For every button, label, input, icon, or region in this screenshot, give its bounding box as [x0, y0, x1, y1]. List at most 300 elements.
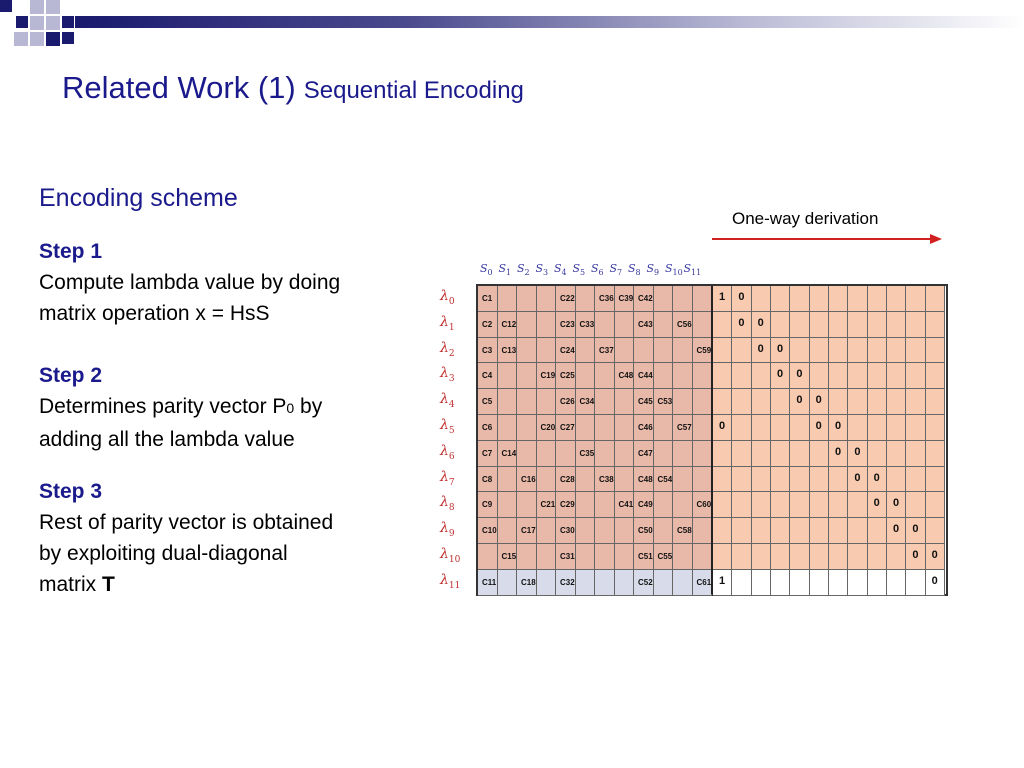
t-cell [906, 467, 925, 493]
t-cell [906, 492, 925, 518]
t-cell [752, 389, 771, 415]
t-cell [926, 312, 945, 338]
t-cell [790, 441, 809, 467]
t-cell [790, 312, 809, 338]
s-column-labels [476, 262, 716, 284]
h-cell [517, 441, 537, 467]
t-cell [713, 492, 732, 518]
h-cell [654, 441, 674, 467]
h-cell [654, 363, 674, 389]
h-cell: C35 [576, 441, 596, 467]
lambda-label: $\lambda_2$ [440, 339, 455, 359]
h-cell: C15 [498, 544, 518, 570]
h-cell: C20 [537, 415, 557, 441]
h-cell [693, 415, 713, 441]
s-label: $S_2$ [517, 262, 530, 278]
t-cell [906, 441, 925, 467]
t-cell [829, 467, 848, 493]
h-cell [693, 389, 713, 415]
s-label: $S_6$ [591, 262, 604, 278]
h-cell [576, 544, 596, 570]
h-cell: C11 [478, 570, 498, 596]
t-cell [771, 441, 790, 467]
h-cell: C33 [576, 312, 596, 338]
t-cell: 0 [868, 492, 887, 518]
h-cell [693, 544, 713, 570]
t-cell [790, 492, 809, 518]
h-cell [595, 492, 615, 518]
t-cell [713, 441, 732, 467]
t-cell [732, 363, 751, 389]
t-cell [752, 467, 771, 493]
h-cell: C46 [634, 415, 654, 441]
t-cell [887, 544, 906, 570]
t-cell [810, 570, 829, 596]
h-cell [576, 415, 596, 441]
h-cell: C9 [478, 492, 498, 518]
lambda-label: $\lambda_{11}$ [440, 571, 461, 591]
h-cell [556, 441, 576, 467]
t-cell [790, 518, 809, 544]
h-cell: C51 [634, 544, 654, 570]
t-cell [926, 467, 945, 493]
h-cell [673, 286, 693, 312]
h-cell [634, 338, 654, 364]
t-cell: 0 [926, 570, 945, 596]
step-1-heading: Step 1 [39, 240, 103, 263]
t-cell: 0 [752, 338, 771, 364]
t-cell [790, 544, 809, 570]
title-main: Related Work (1) [62, 70, 296, 105]
t-cell [790, 286, 809, 312]
t-cell [810, 544, 829, 570]
t-cell [810, 363, 829, 389]
t-cell [713, 363, 732, 389]
t-cell [732, 570, 751, 596]
h-cell [595, 312, 615, 338]
h-cell [517, 389, 537, 415]
step-1-line-2: matrix operation x = HsS [39, 302, 270, 325]
t-cell: 0 [887, 492, 906, 518]
s-label: $S_5$ [572, 262, 586, 278]
h-cell: C55 [654, 544, 674, 570]
s-label: $S_7$ [609, 262, 623, 278]
t-cell [887, 415, 906, 441]
h-cell [615, 389, 635, 415]
h-cell [498, 389, 518, 415]
h-cell [537, 518, 557, 544]
t-cell [868, 286, 887, 312]
t-cell [868, 363, 887, 389]
t-cell: 0 [906, 518, 925, 544]
t-cell: 0 [732, 312, 751, 338]
h-cell [576, 338, 596, 364]
h-cell: C61 [693, 570, 713, 596]
t-cell [887, 363, 906, 389]
h-cell: C24 [556, 338, 576, 364]
h-cell [595, 415, 615, 441]
t-cell [752, 570, 771, 596]
t-cell [906, 286, 925, 312]
h-cell [517, 312, 537, 338]
h-cell [595, 389, 615, 415]
h-cell [615, 467, 635, 493]
lambda-label: $\lambda_{10}$ [440, 546, 461, 565]
h-cell: C36 [595, 286, 615, 312]
s-label: $S_0$ [480, 262, 493, 278]
t-cell [771, 312, 790, 338]
t-cell [926, 492, 945, 518]
h-cell [576, 467, 596, 493]
t-cell [713, 338, 732, 364]
h-cell [498, 467, 518, 493]
h-cell [693, 467, 713, 493]
t-cell [868, 415, 887, 441]
h-cell: C41 [615, 492, 635, 518]
h-cell [576, 570, 596, 596]
s-label: $S_3$ [535, 262, 549, 278]
t-cell [752, 518, 771, 544]
t-cell: 0 [771, 363, 790, 389]
h-cell: C49 [634, 492, 654, 518]
h-cell [576, 518, 596, 544]
t-cell: 0 [868, 467, 887, 493]
step-2-line-1: Determines parity vector P0 by [39, 395, 323, 418]
t-cell [752, 415, 771, 441]
t-cell [829, 492, 848, 518]
h-cell: C38 [595, 467, 615, 493]
h-cell [537, 312, 557, 338]
h-cell: C39 [615, 286, 635, 312]
t-cell: 0 [810, 415, 829, 441]
h-cell: C56 [673, 312, 693, 338]
h-cell: C43 [634, 312, 654, 338]
h-cell [673, 467, 693, 493]
t-cell [732, 389, 751, 415]
h-cell [673, 544, 693, 570]
h-cell: C6 [478, 415, 498, 441]
h-cell [615, 570, 635, 596]
t-cell [713, 544, 732, 570]
step-3 [39, 476, 419, 600]
t-cell: 0 [829, 415, 848, 441]
lambda-label: $\lambda_6$ [440, 442, 455, 462]
h-cell [693, 363, 713, 389]
t-cell [848, 286, 867, 312]
t-cell [829, 518, 848, 544]
t-cell [848, 492, 867, 518]
s-label: $S_{11}$ [683, 262, 702, 278]
h-cell [595, 363, 615, 389]
t-cell [713, 518, 732, 544]
s-label: $S_{10}$ [665, 262, 683, 278]
h-cell: C5 [478, 389, 498, 415]
step-2-line-2: adding all the lambda value [39, 428, 295, 451]
t-cell [790, 415, 809, 441]
t-cell: 0 [810, 389, 829, 415]
t-cell [926, 286, 945, 312]
t-cell [713, 389, 732, 415]
t-cell [771, 415, 790, 441]
t-cell [887, 441, 906, 467]
h-cell [615, 544, 635, 570]
t-cell [906, 389, 925, 415]
lambda-label: $\lambda_3$ [440, 365, 455, 385]
t-cell [771, 570, 790, 596]
lambda-label: $\lambda_1$ [440, 313, 455, 333]
h-cell: C58 [673, 518, 693, 544]
t-cell [713, 312, 732, 338]
t-cell [926, 363, 945, 389]
step-2 [39, 360, 419, 455]
h-cell: C32 [556, 570, 576, 596]
h-cell: C28 [556, 467, 576, 493]
parity-check-matrix [436, 262, 956, 602]
t-cell [868, 338, 887, 364]
h-cell [615, 338, 635, 364]
t-cell [868, 441, 887, 467]
t-cell [868, 312, 887, 338]
h-cell [673, 389, 693, 415]
t-cell [810, 467, 829, 493]
h-cell: C50 [634, 518, 654, 544]
h-cell: C26 [556, 389, 576, 415]
lambda-label: $\lambda_8$ [440, 494, 455, 514]
t-cell: 0 [906, 544, 925, 570]
h-cell: C12 [498, 312, 518, 338]
h-cell: C2 [478, 312, 498, 338]
step-1-line-1: Compute lambda value by doing [39, 271, 341, 294]
h-cell: C8 [478, 467, 498, 493]
h-cell: C27 [556, 415, 576, 441]
h-cell [478, 544, 498, 570]
h-cell: C42 [634, 286, 654, 312]
t-cell [906, 338, 925, 364]
step-3-line-3: matrix T [39, 573, 115, 596]
t-cell [887, 312, 906, 338]
t-cell [926, 338, 945, 364]
lambda-label: $\lambda_9$ [440, 520, 455, 539]
h-cell [615, 518, 635, 544]
t-cell [752, 492, 771, 518]
t-cell [906, 570, 925, 596]
t-cell [848, 389, 867, 415]
t-cell [926, 415, 945, 441]
t-cell [810, 518, 829, 544]
h-cell [576, 286, 596, 312]
t-cell [771, 286, 790, 312]
h-cell [673, 363, 693, 389]
t-cell [771, 467, 790, 493]
t-cell [732, 467, 751, 493]
h-cell: C14 [498, 441, 518, 467]
h-cell: C52 [634, 570, 654, 596]
h-cell: C19 [537, 363, 557, 389]
t-cell [771, 518, 790, 544]
h-cell [693, 441, 713, 467]
t-cell [829, 389, 848, 415]
h-cell: C48 [615, 363, 635, 389]
h-cell [673, 570, 693, 596]
t-cell: 0 [848, 441, 867, 467]
h-cell [498, 492, 518, 518]
h-cell: C3 [478, 338, 498, 364]
title-decoration [0, 0, 1024, 62]
t-cell: 1 [713, 570, 732, 596]
h-cell [673, 338, 693, 364]
h-cell: C4 [478, 363, 498, 389]
t-cell [868, 544, 887, 570]
t-cell [829, 363, 848, 389]
t-cell [732, 415, 751, 441]
h-cell [517, 544, 537, 570]
t-cell [732, 338, 751, 364]
h-cell [517, 415, 537, 441]
t-cell [810, 441, 829, 467]
slide-title [62, 70, 524, 106]
h-cell [654, 312, 674, 338]
h-cell [576, 363, 596, 389]
t-cell: 0 [713, 415, 732, 441]
h-cell: C45 [634, 389, 654, 415]
t-cell [810, 312, 829, 338]
derivation-label: One-way derivation [732, 209, 879, 228]
h-cell: C23 [556, 312, 576, 338]
t-cell [829, 286, 848, 312]
t-cell [868, 389, 887, 415]
h-cell: C16 [517, 467, 537, 493]
h-cell: C25 [556, 363, 576, 389]
step-3-heading: Step 3 [39, 480, 103, 503]
t-cell [771, 544, 790, 570]
t-cell [829, 338, 848, 364]
t-cell [868, 570, 887, 596]
h-cell [595, 570, 615, 596]
matrix-grid [476, 284, 948, 596]
t-cell [887, 467, 906, 493]
t-cell: 0 [790, 363, 809, 389]
t-cell [887, 389, 906, 415]
t-cell: 0 [848, 467, 867, 493]
step-2-heading: Step 2 [39, 364, 103, 387]
h-cell: C37 [595, 338, 615, 364]
t-cell [848, 363, 867, 389]
h-cell: C18 [517, 570, 537, 596]
h-cell [615, 415, 635, 441]
lambda-label: $\lambda_4$ [440, 391, 455, 410]
h-cell [517, 286, 537, 312]
t-cell [771, 389, 790, 415]
lambda-label: $\lambda_5$ [440, 417, 455, 436]
step-3-line-1: Rest of parity vector is obtained [39, 511, 334, 534]
s-label: $S_1$ [498, 262, 512, 278]
h-cell: C7 [478, 441, 498, 467]
t-cell [906, 363, 925, 389]
section-heading: Encoding scheme [39, 184, 238, 212]
h-cell [537, 467, 557, 493]
h-cell [517, 363, 537, 389]
h-cell: C53 [654, 389, 674, 415]
h-cell: C13 [498, 338, 518, 364]
t-cell: 1 [713, 286, 732, 312]
t-cell [810, 286, 829, 312]
h-cell: C17 [517, 518, 537, 544]
t-cell [732, 544, 751, 570]
t-cell [752, 441, 771, 467]
t-cell [810, 492, 829, 518]
h-cell [517, 338, 537, 364]
h-cell [654, 492, 674, 518]
h-cell: C44 [634, 363, 654, 389]
t-cell [771, 492, 790, 518]
t-cell [810, 338, 829, 364]
t-cell [713, 467, 732, 493]
h-cell [537, 441, 557, 467]
t-cell [887, 286, 906, 312]
t-cell [732, 518, 751, 544]
h-cell: C48 [634, 467, 654, 493]
h-cell: C54 [654, 467, 674, 493]
t-cell [790, 570, 809, 596]
t-cell [790, 467, 809, 493]
t-cell [848, 415, 867, 441]
t-cell [752, 286, 771, 312]
t-cell: 0 [790, 389, 809, 415]
t-cell [926, 441, 945, 467]
h-cell [654, 286, 674, 312]
h-cell [693, 312, 713, 338]
lambda-label: $\lambda_7$ [440, 468, 455, 488]
h-cell: C31 [556, 544, 576, 570]
h-cell: C29 [556, 492, 576, 518]
t-cell [887, 338, 906, 364]
t-cell [887, 570, 906, 596]
h-cell: C60 [693, 492, 713, 518]
h-cell [576, 492, 596, 518]
t-cell [829, 570, 848, 596]
t-cell [868, 518, 887, 544]
t-cell [829, 312, 848, 338]
h-cell [693, 518, 713, 544]
s-label: $S_9$ [646, 262, 660, 278]
h-cell: C30 [556, 518, 576, 544]
t-cell [848, 518, 867, 544]
h-cell [595, 518, 615, 544]
t-cell: 0 [926, 544, 945, 570]
h-cell: C59 [693, 338, 713, 364]
t-cell [848, 312, 867, 338]
h-cell: C21 [537, 492, 557, 518]
h-cell [537, 286, 557, 312]
t-cell: 0 [887, 518, 906, 544]
t-cell [926, 389, 945, 415]
h-cell: C47 [634, 441, 654, 467]
step-1 [39, 236, 419, 329]
h-cell: C22 [556, 286, 576, 312]
h-cell [537, 338, 557, 364]
t-cell [926, 518, 945, 544]
t-cell [906, 312, 925, 338]
t-cell: 0 [752, 312, 771, 338]
t-cell [829, 544, 848, 570]
h-cell [673, 441, 693, 467]
h-cell [673, 492, 693, 518]
h-cell [654, 338, 674, 364]
h-cell: C1 [478, 286, 498, 312]
t-cell: 0 [732, 286, 751, 312]
h-cell: C34 [576, 389, 596, 415]
derivation-arrow-icon [712, 231, 944, 247]
